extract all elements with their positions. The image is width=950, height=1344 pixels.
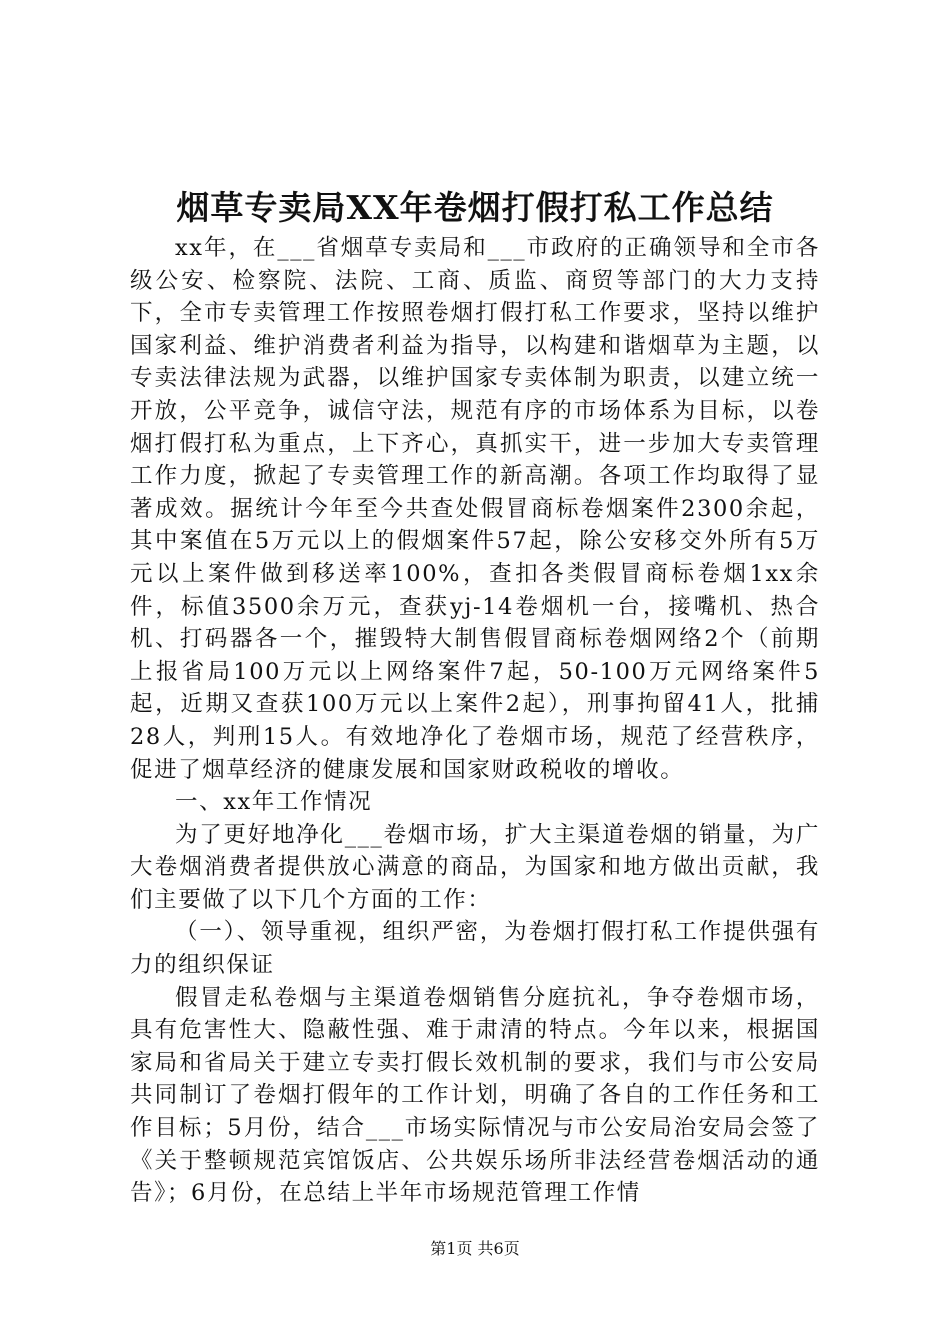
section-heading: 一、xx年工作情况 bbox=[175, 789, 373, 816]
document-title: 烟草专卖局XX年卷烟打假打私工作总结 bbox=[176, 188, 774, 227]
subsection-heading: （一）、领导重视，组织严密，为卷烟打假打私工作提供强有力的组织保证 bbox=[130, 919, 820, 979]
paragraph-overview: 为了更好地净化___卷烟市场，扩大主渠道卷烟的销量，为广大卷烟消费者提供放心满意的商品，为国家和地方做出贡献，我们主要做了以下几个方面的工作： bbox=[130, 821, 820, 913]
paragraph-detail: 假冒走私卷烟与主渠道卷烟销售分庭抗礼，争夺卷烟市场，具有危害性大、隐蔽性强、难于肃清的特点。今年以来，根据国家局和省局关于建立专卖打假长效机制的要求，我们与市公安局共同制订了卷烟打假年的工作计划，明确了各自的工作任务和工作目标；5月份，结合___市场实际情况与市公安局治安局会签了《关于整顿规范宾馆饭店、公共娱乐场所非法经营卷烟活动的通告》；6月份，在总结上半年市场规范管理工作情 bbox=[130, 984, 820, 1207]
page-number-footer: 第1页 共6页 bbox=[430, 1239, 520, 1258]
paragraph-intro: xx年，在___省烟草专卖局和___市政府的正确领导和全市各级公安、检察院、法院、工商、质监、商贸等部门的大力支持下，全市专卖管理工作按照卷烟打假打私工作要求，坚持以维护国家利益、维护消费者利益为指导，以构建和谐烟草为主题，以专卖法律法规为武器，以维护国家专卖体制为职责，以建立统一开放，公平竞争，诚信守法，规范有序的市场体系为目标，以卷烟打假打私为重点，上下齐心，真抓实干，进一步加大专卖管理工作力度，掀起了专卖管理工作的新高潮。各项工作均取得了显著成效。据统计今年至今共查处假冒商标卷烟案件2300余起，其中案值在5万元以上的假烟案件57起，除公安移交外所有5万元以上案件做到移送率100%，查扣各类假冒商标卷烟1xx余件，标值3500余万元，查获yj-14卷烟机一台，接嘴机、热合机、打码器各一个，摧毁特大制售假冒商标卷烟网络2个（前期上报省局100万元以上网络案件7起，50-100万元网络案件5起，近期又查获100万元以上案件2起），刑事拘留41人，批捕28人，判刑15人。有效地净化了卷烟市场，规范了经营秩序，促进了烟草经济的健康发展和国家财政税收的增收。 bbox=[130, 235, 820, 783]
document-body bbox=[130, 232, 820, 1210]
